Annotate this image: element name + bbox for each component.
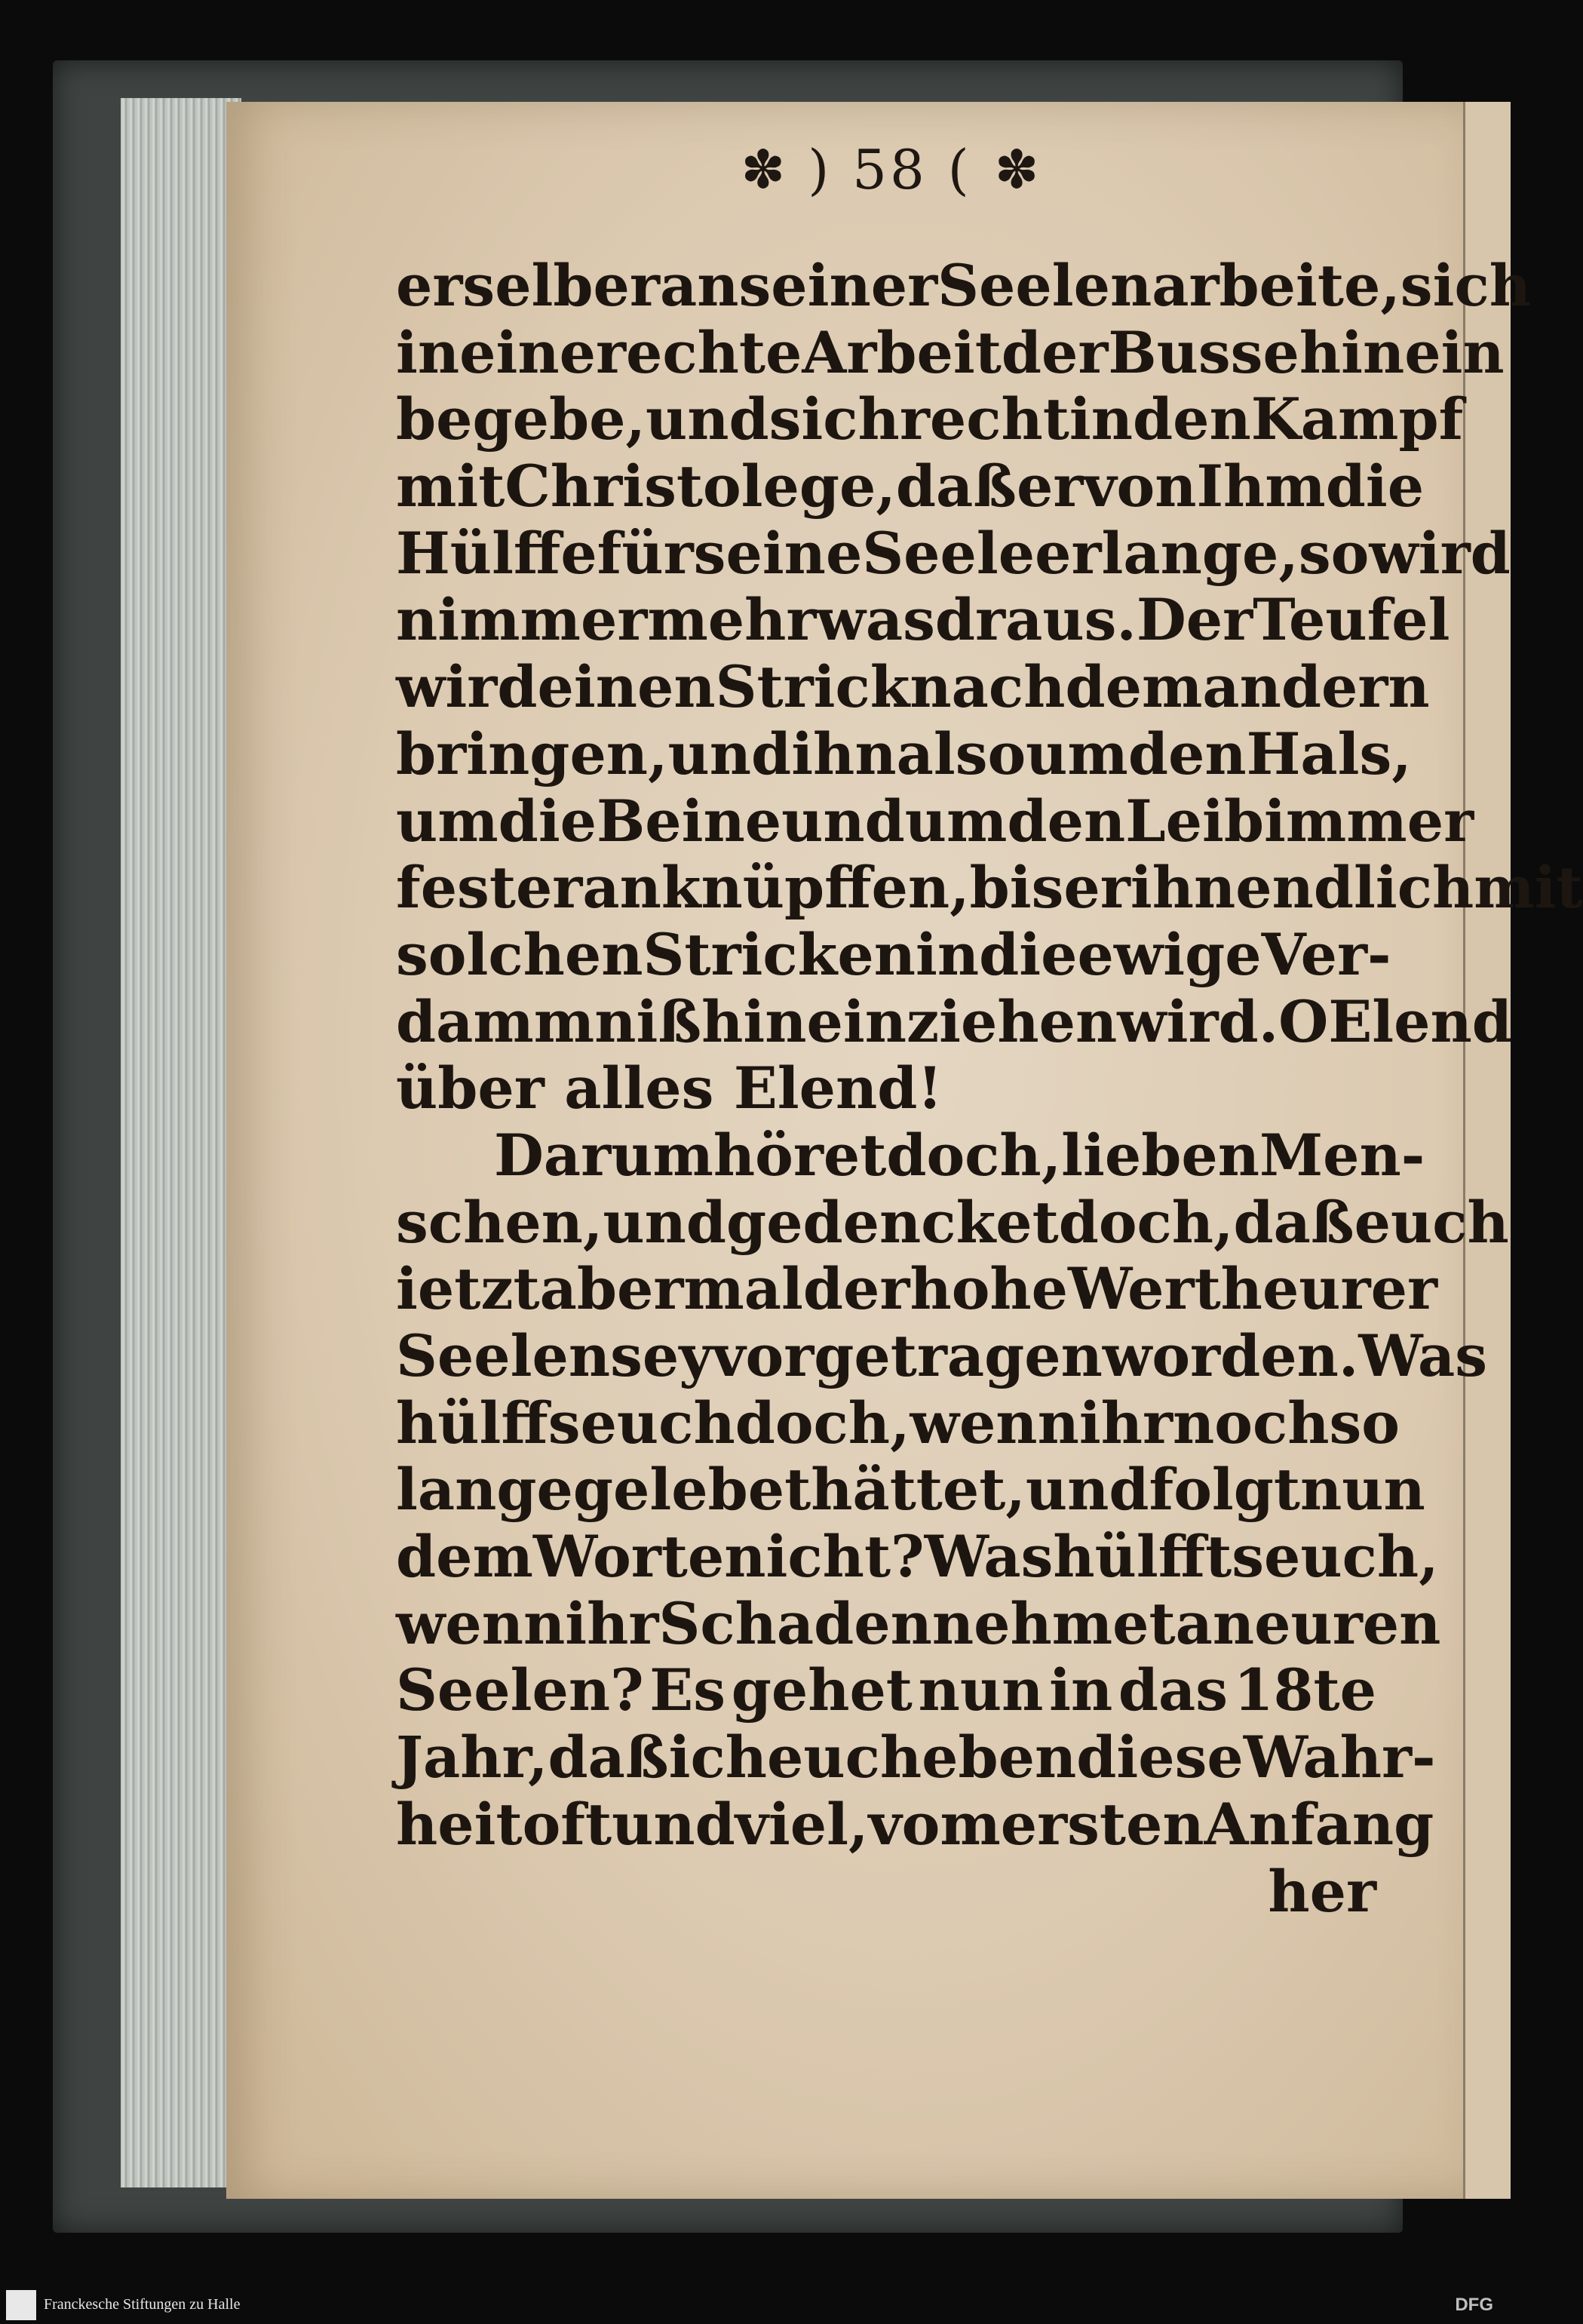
word: er — [396, 252, 463, 319]
word: Der — [1136, 586, 1253, 654]
word: und — [667, 720, 792, 787]
word: ich — [668, 1724, 767, 1791]
word: an — [659, 252, 739, 319]
word: ziehen — [906, 987, 1118, 1055]
word: nicht? — [724, 1523, 925, 1591]
word: und — [781, 787, 905, 855]
word: Hülffe — [396, 519, 597, 587]
text-line — [396, 1456, 1425, 1524]
word: dem — [396, 1523, 533, 1591]
text-line — [396, 1589, 1441, 1658]
word: ihn — [791, 720, 897, 787]
word: also — [896, 720, 1026, 787]
word: gedencket — [726, 1188, 1059, 1256]
text-line — [396, 252, 1531, 320]
text-line — [396, 385, 1464, 453]
word: nimmermehr — [396, 586, 817, 654]
word: schen, — [396, 1188, 603, 1256]
word: den — [1132, 385, 1251, 453]
word: die — [1325, 453, 1425, 520]
word: Was — [924, 1523, 1054, 1591]
word: ietzt — [396, 1255, 540, 1323]
word: Ihm — [1196, 453, 1326, 520]
word: Wahr- — [1243, 1724, 1436, 1791]
word: Worte — [532, 1523, 725, 1591]
word: hinein — [701, 987, 907, 1055]
word: bringen, — [396, 720, 668, 787]
text-line — [396, 1322, 1488, 1390]
word: oft — [522, 1790, 612, 1858]
word: Was — [1358, 1322, 1488, 1389]
word: andern — [1202, 653, 1430, 721]
word: gelebet — [572, 1456, 811, 1524]
text-line — [396, 1255, 1437, 1323]
word: mit — [396, 453, 505, 520]
word: eine — [459, 318, 596, 386]
page-number: ) 58 ( — [808, 138, 972, 201]
word: wird — [1369, 519, 1511, 587]
word: und — [612, 1790, 735, 1858]
text-line — [396, 720, 1412, 788]
word: hättet, — [811, 1456, 1026, 1524]
word: sich — [768, 385, 900, 453]
footer-credit — [0, 2290, 240, 2320]
word: für — [597, 519, 694, 587]
word: um — [904, 787, 1008, 855]
word: nun — [918, 1656, 1044, 1724]
word: folgt — [1149, 1456, 1301, 1524]
page-text — [396, 252, 1583, 1925]
word: vorgetragen — [712, 1322, 1103, 1389]
page-header — [656, 136, 1124, 204]
word: eurer — [1262, 1255, 1437, 1323]
word: euch — [580, 1389, 735, 1457]
dfg-logo: DFG — [1455, 2294, 1493, 2315]
word: den — [1007, 787, 1126, 855]
word: hülffs — [396, 1389, 581, 1457]
word: er — [1063, 854, 1130, 922]
text-line — [396, 1523, 1439, 1591]
word: immer — [1264, 787, 1474, 855]
word: den — [1127, 720, 1247, 787]
word: ihn — [1130, 854, 1236, 922]
word: in — [915, 920, 980, 988]
next-page-edge — [1463, 102, 1511, 2199]
word: Men- — [1259, 1121, 1425, 1189]
word: daß — [1233, 1188, 1354, 1256]
word: nach — [910, 653, 1066, 721]
word: Anfang — [1204, 1790, 1434, 1858]
word: seiner — [738, 252, 938, 319]
word: Leib — [1125, 787, 1265, 855]
word: ihr — [565, 1589, 659, 1657]
word: Teufel — [1253, 586, 1450, 654]
text-line — [396, 1657, 1376, 1724]
word: Beine — [597, 787, 782, 855]
word: Schaden — [658, 1589, 932, 1657]
word: gehet — [731, 1656, 913, 1724]
word: Busse — [1108, 318, 1299, 386]
word: Ver- — [1261, 920, 1391, 988]
word: in — [1069, 385, 1133, 453]
word: Seelen — [396, 1322, 611, 1389]
word: der — [1001, 318, 1109, 386]
word: von — [1083, 453, 1197, 520]
word: nun — [1300, 1456, 1425, 1524]
word: und — [1025, 1456, 1149, 1524]
word: in — [396, 318, 460, 386]
word: euren — [1254, 1589, 1441, 1657]
word: lange — [396, 1456, 573, 1524]
text-line — [396, 519, 1511, 588]
text-line — [396, 1389, 1400, 1457]
word: doch, — [1058, 1188, 1234, 1256]
word: ihr — [1078, 1389, 1173, 1457]
word: bis — [969, 854, 1064, 922]
text-line — [396, 453, 1425, 520]
word: er — [1016, 453, 1084, 520]
word: Christo — [505, 453, 741, 520]
word: recht — [899, 385, 1069, 453]
word: wenn — [396, 1589, 566, 1657]
catchword: her — [1268, 1857, 1376, 1925]
word: sich — [1400, 252, 1531, 319]
word: anknüpffen, — [582, 854, 970, 922]
word: O — [1278, 987, 1329, 1055]
word: Elend — [1328, 987, 1512, 1055]
word: Stricken — [643, 920, 916, 988]
word: an — [1175, 1589, 1255, 1657]
word: wenn — [910, 1389, 1079, 1457]
text-line: über alles Elend! — [396, 1055, 943, 1122]
word: nehmet — [931, 1589, 1176, 1657]
word: vom — [868, 1790, 1001, 1858]
word: draus. — [934, 586, 1137, 654]
word: arbeite, — [1152, 252, 1400, 319]
word: Seele — [862, 519, 1035, 587]
word: hinein — [1299, 318, 1505, 386]
word: wird. — [1117, 987, 1279, 1055]
word: in — [1049, 1656, 1113, 1724]
text-line — [396, 987, 1512, 1056]
word: seine — [693, 519, 863, 587]
text-line — [396, 1724, 1436, 1791]
text-line — [396, 1790, 1434, 1859]
word: dem — [1065, 653, 1203, 721]
word: fester — [396, 854, 583, 922]
word: Hals, — [1246, 720, 1412, 787]
word: hohe — [910, 1255, 1069, 1323]
text-line — [396, 653, 1430, 721]
word: einen — [537, 653, 716, 721]
word: lege, — [741, 453, 896, 520]
word: und — [645, 385, 769, 453]
word: endlich — [1235, 854, 1474, 922]
text-line — [396, 920, 1391, 989]
word: begebe, — [396, 385, 646, 453]
word: solchen — [396, 920, 643, 988]
word: Jahr, — [396, 1724, 548, 1791]
word: und — [603, 1188, 727, 1256]
word: noch — [1173, 1389, 1330, 1457]
word: Darum — [494, 1121, 713, 1189]
word: diese — [1076, 1724, 1244, 1791]
word: mit — [1474, 854, 1583, 922]
word: was — [816, 586, 935, 654]
word: so — [1329, 1389, 1400, 1457]
word: so — [1298, 519, 1370, 587]
word: euch — [766, 1724, 922, 1791]
word: sey — [610, 1322, 713, 1389]
text-line — [396, 787, 1474, 855]
word: daß — [548, 1724, 669, 1791]
ornament-right-icon: ✽ — [994, 139, 1039, 201]
text-line — [396, 854, 1583, 922]
word: lieben — [1061, 1121, 1260, 1189]
word: dammniß — [396, 987, 702, 1055]
word: die — [979, 920, 1078, 988]
word: Kampf — [1250, 385, 1464, 453]
word: Arbeit — [802, 318, 1002, 386]
text-line — [396, 586, 1450, 654]
word: daß — [895, 453, 1017, 520]
ornament-left-icon: ✽ — [741, 139, 786, 201]
word: um — [396, 787, 499, 855]
word: ewige — [1077, 920, 1262, 988]
word: die — [498, 787, 597, 855]
word: Seelen — [937, 252, 1152, 319]
word: erlange, — [1035, 519, 1299, 587]
word: viel, — [735, 1790, 869, 1858]
word: wird — [396, 653, 538, 721]
word: Strick — [715, 653, 910, 721]
word: doch, — [735, 1389, 910, 1457]
word: rechte — [595, 318, 802, 386]
word: 18te — [1233, 1656, 1376, 1724]
word: eben — [922, 1724, 1077, 1791]
word: um — [1026, 720, 1128, 787]
page-edges — [121, 98, 241, 2187]
word: das — [1118, 1656, 1229, 1724]
word: Seelen? — [396, 1656, 644, 1724]
word: hülffts — [1053, 1523, 1265, 1591]
text-line — [396, 318, 1505, 387]
word: euch, — [1264, 1523, 1439, 1591]
institution-name: Franckesche Stiftungen zu Halle — [44, 2296, 241, 2313]
word: abermal — [539, 1255, 803, 1323]
word: euch — [1354, 1188, 1509, 1256]
word: höret — [713, 1121, 887, 1189]
word: worden. — [1102, 1322, 1359, 1389]
text-line — [396, 1188, 1509, 1257]
word: selber — [462, 252, 660, 319]
text-line — [396, 1121, 1425, 1190]
word: ersten — [1000, 1790, 1204, 1858]
word: der — [802, 1255, 910, 1323]
institution-logo-icon — [6, 2290, 36, 2320]
word: heit — [396, 1790, 523, 1858]
viewer-footer — [0, 2286, 1508, 2324]
word: Werth — [1068, 1255, 1262, 1323]
word: Es — [649, 1656, 726, 1724]
word: doch, — [886, 1121, 1062, 1189]
